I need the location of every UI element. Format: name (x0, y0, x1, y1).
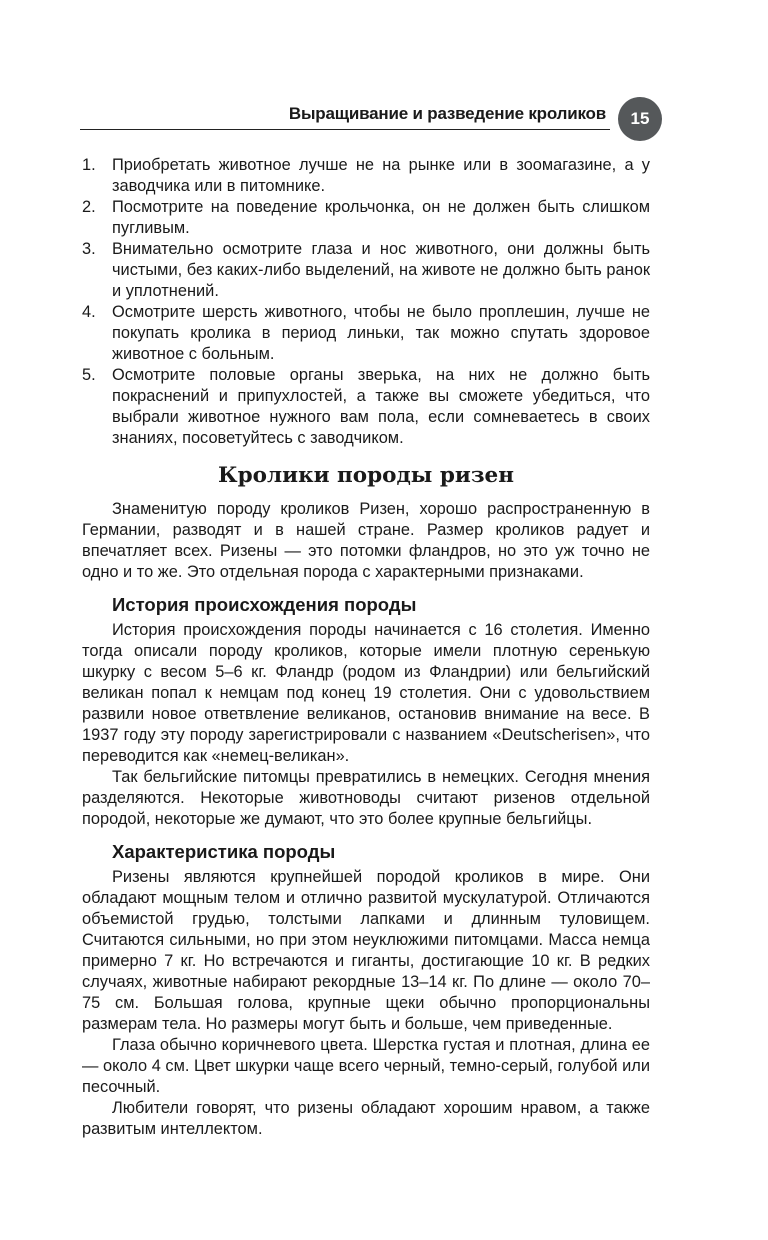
list-item-number: 1. (82, 156, 96, 174)
page-number-badge: 15 (618, 97, 662, 141)
list-item-text: Посмотрите на поведение крольчонка, он не должен быть слишком пугливым. (112, 198, 650, 237)
list-item (82, 197, 650, 239)
list-item-text: Осмотрите шерсть животного, чтобы не было проплешин, лучше не покупать кролика в период линьки, так можно спутать здоровое животное с больным. (112, 303, 650, 363)
list-item (82, 302, 650, 365)
list-item (82, 155, 650, 197)
history-subheading: История происхождения породы (112, 594, 417, 615)
list-item-number: 2. (82, 198, 96, 216)
history-paragraph: Так бельгийские питомцы превратились в немецких. Сегодня мнения разделяются. Некоторые животноводы считают ризенов отдельной породой, некоторые же думают, что это более крупные бельгийцы. (82, 768, 650, 828)
list-item-text: Внимательно осмотрите глаза и нос животного, они должны быть чистыми, без каких-либо выделений, на животе не должно быть ранок и уплотнений. (112, 240, 650, 300)
header-divider (80, 129, 610, 130)
list-item (82, 239, 650, 302)
page-body (82, 155, 650, 1140)
list-item (82, 365, 650, 449)
characteristics-paragraph: Любители говорят, что ризены обладают хорошим нравом, а также развитым интеллектом. (82, 1099, 650, 1138)
section-intro-paragraph: Знаменитую породу кроликов Ризен, хорошо распространенную в Германии, разводят и в нашей стране. Размер кроликов радует и впечатляет всех. Ризены — это потомки фландров, но это уж точно не одно и то же. Это отдельная порода с характерными признаками. (82, 500, 650, 581)
list-item-text: Осмотрите половые органы зверька, на них не должно быть покраснений и припухлостей, а также вы сможете убедиться, что выбрали животное нужного вам пола, если сомневаетесь в своих знаниях, посоветуйтесь с заводчиком. (112, 366, 650, 447)
characteristics-paragraph: Глаза обычно коричневого цвета. Шерстка густая и плотная, длина ее — около 4 см. Цвет шкурки чаще всего черный, темно-серый, голубой или песочный. (82, 1036, 650, 1096)
list-item-number: 3. (82, 240, 96, 258)
list-item-number: 5. (82, 366, 96, 384)
list-item-text: Приобретать животное лучше не на рынке или в зоомагазине, а у заводчика или в питомнике. (112, 156, 650, 195)
characteristics-paragraph: Ризены являются крупнейшей породой кроликов в мире. Они обладают мощным телом и отлично развитой мускулатурой. Отличаются объемистой грудью, толстыми лапками и длинным туловищем. Считаются сильными, но при этом неуклюжими питомцами. Масса немца примерно 7 кг. Но встречаются и гиганты, достигающие 10 кг. В редких случаях, животные набирают рекордные 13–14 кг. По длине — около 70–75 см. Большая голова, крупные щеки обычно пропорциональны размерам тела. Но размеры могут быть и больше, чем приведенные. (82, 868, 650, 1033)
list-item-number: 4. (82, 303, 96, 321)
running-header-title: Выращивание и разведение кроликов (288, 104, 606, 123)
history-paragraph: История происхождения породы начинается с 16 столетия. Именно тогда описали породу кроликов, которые имели плотную серенькую шкурку с весом 5–6 кг. Фландр (родом из Фландрии) или бельгийский великан попал к немцам под конец 19 столетия. Они с удовольствием развили новое ответвление великанов, остановив внимание на весе. В 1937 году эту породу зарегистрировали с названием «Deutscherisen», что переводится как «немец-великан». (82, 621, 650, 765)
characteristics-subheading: Характеристика породы (112, 841, 336, 862)
buying-tips-list (82, 155, 650, 449)
section-title: Кролики породы ризен (218, 463, 514, 488)
